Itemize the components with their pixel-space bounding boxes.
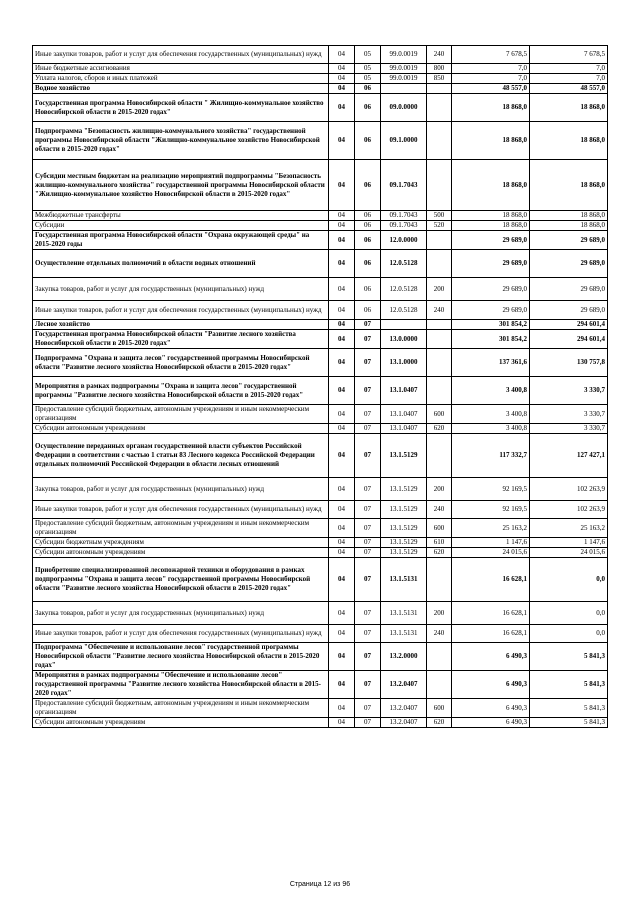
table-row xyxy=(33,320,608,330)
cell-amount-1: 301 854,2 xyxy=(452,320,530,330)
cell-amount-2: 3 330,7 xyxy=(530,405,608,424)
table-row xyxy=(33,46,608,64)
cell-subsection: 07 xyxy=(355,405,381,424)
cell-expense-type xyxy=(427,377,452,405)
cell-amount-2: 29 689,0 xyxy=(530,231,608,250)
cell-amount-2: 3 330,7 xyxy=(530,424,608,434)
cell-amount-2: 5 841,3 xyxy=(530,643,608,671)
cell-section: 04 xyxy=(329,602,355,625)
table-row xyxy=(33,424,608,434)
cell-amount-2: 130 757,8 xyxy=(530,349,608,377)
cell-subsection: 06 xyxy=(355,160,381,211)
table-row xyxy=(33,602,608,625)
cell-subsection: 07 xyxy=(355,718,381,728)
cell-section: 04 xyxy=(329,231,355,250)
cell-expense-type: 200 xyxy=(427,602,452,625)
cell-amount-1: 25 163,2 xyxy=(452,519,530,538)
cell-amount-2: 5 841,3 xyxy=(530,671,608,699)
cell-target-article: 13.1.5131 xyxy=(381,625,427,643)
cell-amount-1: 3 400,8 xyxy=(452,377,530,405)
cell-target-article xyxy=(381,320,427,330)
cell-target-article: 13.0.0000 xyxy=(381,330,427,349)
cell-section: 04 xyxy=(329,46,355,64)
cell-section: 04 xyxy=(329,478,355,501)
cell-section: 04 xyxy=(329,84,355,94)
cell-name: Иные бюджетные ассигнования xyxy=(33,64,329,74)
cell-target-article: 13.1.5129 xyxy=(381,519,427,538)
cell-name: Закупка товаров, работ и услуг для государственных (муниципальных) нужд xyxy=(33,478,329,501)
cell-amount-2: 0,0 xyxy=(530,602,608,625)
cell-amount-1: 16 628,1 xyxy=(452,558,530,602)
cell-amount-2: 5 841,3 xyxy=(530,699,608,718)
cell-section: 04 xyxy=(329,250,355,278)
table-row xyxy=(33,64,608,74)
cell-target-article: 13.1.5131 xyxy=(381,602,427,625)
cell-amount-2: 48 557,0 xyxy=(530,84,608,94)
cell-target-article: 13.1.0407 xyxy=(381,405,427,424)
cell-amount-1: 301 854,2 xyxy=(452,330,530,349)
cell-target-article: 99.0.0019 xyxy=(381,46,427,64)
table-row xyxy=(33,434,608,478)
cell-target-article: 13.2.0407 xyxy=(381,699,427,718)
cell-subsection: 07 xyxy=(355,377,381,405)
cell-amount-2: 29 689,0 xyxy=(530,250,608,278)
cell-expense-type: 240 xyxy=(427,46,452,64)
cell-amount-2: 102 263,9 xyxy=(530,501,608,519)
cell-amount-2: 5 841,3 xyxy=(530,718,608,728)
cell-target-article: 13.1.5129 xyxy=(381,538,427,548)
cell-target-article: 09.1.0000 xyxy=(381,122,427,160)
budget-table xyxy=(32,45,608,728)
cell-subsection: 06 xyxy=(355,94,381,122)
cell-name: Подпрограмма "Безопасность жилищно-коммунального хозяйства" государственной программы Новосибирской области "Жилищно-коммунальное хозяйство Новосибирской области в 2015-2020 годах" xyxy=(33,122,329,160)
table-row xyxy=(33,74,608,84)
table-body xyxy=(33,46,608,728)
cell-expense-type: 850 xyxy=(427,74,452,84)
cell-subsection: 06 xyxy=(355,231,381,250)
cell-amount-1: 6 490,3 xyxy=(452,699,530,718)
cell-name: Государственная программа Новосибирской области "Охрана окружающей среды" на 2015-2020 годы xyxy=(33,231,329,250)
cell-section: 04 xyxy=(329,671,355,699)
table-row xyxy=(33,377,608,405)
cell-amount-1: 7,0 xyxy=(452,74,530,84)
cell-name: Субсидии автономным учреждениям xyxy=(33,718,329,728)
cell-target-article: 09.1.7043 xyxy=(381,211,427,221)
cell-subsection: 06 xyxy=(355,221,381,231)
cell-section: 04 xyxy=(329,377,355,405)
cell-expense-type: 200 xyxy=(427,278,452,301)
cell-name: Уплата налогов, сборов и иных платежей xyxy=(33,74,329,84)
cell-subsection: 07 xyxy=(355,478,381,501)
cell-name: Государственная программа Новосибирской области "Развитие лесного хозяйства Новосибирской области в 2015-2020 годах" xyxy=(33,330,329,349)
table-row xyxy=(33,278,608,301)
cell-section: 04 xyxy=(329,74,355,84)
cell-name: Субсидии xyxy=(33,221,329,231)
cell-amount-2: 24 015,6 xyxy=(530,548,608,558)
cell-expense-type xyxy=(427,94,452,122)
cell-amount-2: 29 689,0 xyxy=(530,278,608,301)
cell-amount-1: 92 169,5 xyxy=(452,478,530,501)
cell-amount-1: 18 868,0 xyxy=(452,94,530,122)
cell-section: 04 xyxy=(329,320,355,330)
cell-name: Осуществление отдельных полномочий в области водных отношений xyxy=(33,250,329,278)
cell-name: Предоставление субсидий бюджетным, автономным учреждениям и иным некоммерческим организациям xyxy=(33,699,329,718)
cell-amount-2: 18 868,0 xyxy=(530,211,608,221)
cell-expense-type: 800 xyxy=(427,64,452,74)
cell-name: Межбюджетные трансферты xyxy=(33,211,329,221)
cell-subsection: 06 xyxy=(355,84,381,94)
cell-amount-1: 16 628,1 xyxy=(452,602,530,625)
cell-subsection: 07 xyxy=(355,349,381,377)
cell-name: Иные закупки товаров, работ и услуг для обеспечения государственных (муниципальных) нужд xyxy=(33,501,329,519)
cell-subsection: 06 xyxy=(355,250,381,278)
table-row xyxy=(33,231,608,250)
cell-section: 04 xyxy=(329,211,355,221)
cell-expense-type xyxy=(427,122,452,160)
cell-amount-1: 92 169,5 xyxy=(452,501,530,519)
cell-section: 04 xyxy=(329,538,355,548)
cell-amount-1: 1 147,6 xyxy=(452,538,530,548)
cell-amount-1: 7 678,5 xyxy=(452,46,530,64)
table-row xyxy=(33,519,608,538)
cell-amount-1: 137 361,6 xyxy=(452,349,530,377)
cell-amount-1: 29 689,0 xyxy=(452,250,530,278)
cell-name: Подпрограмма "Обеспечение и использование лесов" государственной программы Новосибирской области "Развитие лесного хозяйства Новосибирской области в 2015-2020 годах" xyxy=(33,643,329,671)
cell-name: Субсидии бюджетным учреждениям xyxy=(33,538,329,548)
cell-section: 04 xyxy=(329,349,355,377)
cell-expense-type: 600 xyxy=(427,519,452,538)
cell-name: Предоставление субсидий бюджетным, автономным учреждениям и иным некоммерческим организациям xyxy=(33,405,329,424)
cell-subsection: 07 xyxy=(355,424,381,434)
cell-section: 04 xyxy=(329,699,355,718)
cell-subsection: 06 xyxy=(355,301,381,320)
table-row xyxy=(33,558,608,602)
cell-section: 04 xyxy=(329,122,355,160)
cell-expense-type: 240 xyxy=(427,301,452,320)
cell-section: 04 xyxy=(329,643,355,671)
cell-section: 04 xyxy=(329,625,355,643)
cell-target-article: 99.0.0019 xyxy=(381,74,427,84)
cell-subsection: 07 xyxy=(355,625,381,643)
cell-target-article: 12.0.5128 xyxy=(381,250,427,278)
table-row xyxy=(33,671,608,699)
table-row xyxy=(33,94,608,122)
cell-subsection: 06 xyxy=(355,278,381,301)
cell-expense-type: 600 xyxy=(427,405,452,424)
cell-target-article: 13.1.0407 xyxy=(381,377,427,405)
table-row xyxy=(33,330,608,349)
cell-name: Субсидии автономным учреждениям xyxy=(33,548,329,558)
cell-name: Мероприятия в рамках подпрограммы "Охрана и защита лесов" государственной программы "Развитие лесного хозяйства Новосибирской области в 2015-2020 годах" xyxy=(33,377,329,405)
cell-amount-2: 0,0 xyxy=(530,625,608,643)
table-row xyxy=(33,250,608,278)
cell-section: 04 xyxy=(329,434,355,478)
cell-target-article: 13.1.5131 xyxy=(381,558,427,602)
cell-amount-2: 18 868,0 xyxy=(530,122,608,160)
cell-name: Субсидии автономным учреждениям xyxy=(33,424,329,434)
cell-section: 04 xyxy=(329,548,355,558)
table-row xyxy=(33,221,608,231)
cell-subsection: 06 xyxy=(355,122,381,160)
cell-amount-2: 0,0 xyxy=(530,558,608,602)
cell-name: Закупка товаров, работ и услуг для государственных (муниципальных) нужд xyxy=(33,602,329,625)
cell-amount-2: 18 868,0 xyxy=(530,94,608,122)
table-row xyxy=(33,718,608,728)
cell-subsection: 05 xyxy=(355,46,381,64)
cell-amount-2: 1 147,6 xyxy=(530,538,608,548)
cell-subsection: 07 xyxy=(355,602,381,625)
cell-amount-1: 6 490,3 xyxy=(452,718,530,728)
cell-amount-1: 3 400,8 xyxy=(452,405,530,424)
cell-expense-type: 240 xyxy=(427,625,452,643)
cell-section: 04 xyxy=(329,519,355,538)
cell-amount-1: 117 332,7 xyxy=(452,434,530,478)
cell-amount-1: 18 868,0 xyxy=(452,211,530,221)
cell-expense-type xyxy=(427,349,452,377)
cell-amount-1: 29 689,0 xyxy=(452,231,530,250)
table-row xyxy=(33,643,608,671)
cell-amount-2: 7 678,5 xyxy=(530,46,608,64)
cell-target-article: 13.2.0407 xyxy=(381,671,427,699)
cell-name: Предоставление субсидий бюджетным, автономным учреждениям и иным некоммерческим организациям xyxy=(33,519,329,538)
cell-subsection: 07 xyxy=(355,671,381,699)
cell-section: 04 xyxy=(329,330,355,349)
table-row xyxy=(33,478,608,501)
cell-name: Лесное хозяйство xyxy=(33,320,329,330)
cell-name: Иные закупки товаров, работ и услуг для обеспечения государственных (муниципальных) нужд xyxy=(33,301,329,320)
table-row xyxy=(33,405,608,424)
cell-name: Осуществление переданных органам государственной власти субъектов Российской Федерации в соответствии с частью 1 статьи 83 Лесного кодекса Российской Федерации отдельных полномочий Российской Федерации в области лесных отношений xyxy=(33,434,329,478)
cell-name: Приобретение специализированной лесопожарной техники и оборудования в рамках подпрограммы "Охрана и защита лесов" государственной программы Новосибирской области "Развитие лесного хозяйства Новосибирской области в 2015-2020 годах" xyxy=(33,558,329,602)
cell-subsection: 07 xyxy=(355,558,381,602)
cell-amount-1: 48 557,0 xyxy=(452,84,530,94)
cell-expense-type xyxy=(427,231,452,250)
cell-section: 04 xyxy=(329,160,355,211)
cell-target-article: 13.1.5129 xyxy=(381,548,427,558)
cell-expense-type: 620 xyxy=(427,424,452,434)
cell-expense-type: 520 xyxy=(427,221,452,231)
cell-target-article: 13.1.5129 xyxy=(381,434,427,478)
cell-target-article: 09.1.7043 xyxy=(381,221,427,231)
cell-expense-type xyxy=(427,250,452,278)
cell-target-article: 12.0.5128 xyxy=(381,278,427,301)
table-row xyxy=(33,84,608,94)
cell-subsection: 07 xyxy=(355,699,381,718)
cell-expense-type: 500 xyxy=(427,211,452,221)
cell-target-article: 12.0.5128 xyxy=(381,301,427,320)
table-row xyxy=(33,548,608,558)
cell-section: 04 xyxy=(329,558,355,602)
cell-section: 04 xyxy=(329,221,355,231)
cell-section: 04 xyxy=(329,301,355,320)
cell-amount-2: 25 163,2 xyxy=(530,519,608,538)
cell-amount-1: 16 628,1 xyxy=(452,625,530,643)
cell-section: 04 xyxy=(329,278,355,301)
table-row xyxy=(33,301,608,320)
cell-target-article: 12.0.0000 xyxy=(381,231,427,250)
cell-amount-2: 18 868,0 xyxy=(530,160,608,211)
cell-subsection: 07 xyxy=(355,519,381,538)
cell-amount-2: 102 263,9 xyxy=(530,478,608,501)
cell-expense-type xyxy=(427,330,452,349)
cell-expense-type: 200 xyxy=(427,478,452,501)
cell-amount-1: 6 490,3 xyxy=(452,643,530,671)
cell-subsection: 07 xyxy=(355,320,381,330)
cell-subsection: 05 xyxy=(355,74,381,84)
cell-amount-2: 29 689,0 xyxy=(530,301,608,320)
cell-section: 04 xyxy=(329,718,355,728)
cell-section: 04 xyxy=(329,64,355,74)
cell-target-article: 99.0.0019 xyxy=(381,64,427,74)
cell-target-article xyxy=(381,84,427,94)
cell-amount-1: 18 868,0 xyxy=(452,122,530,160)
cell-subsection: 05 xyxy=(355,64,381,74)
table-row xyxy=(33,501,608,519)
table-row xyxy=(33,160,608,211)
cell-expense-type: 620 xyxy=(427,548,452,558)
cell-amount-2: 294 601,4 xyxy=(530,330,608,349)
cell-target-article: 13.1.5129 xyxy=(381,501,427,519)
cell-amount-1: 29 689,0 xyxy=(452,278,530,301)
cell-amount-1: 3 400,8 xyxy=(452,424,530,434)
table-row xyxy=(33,538,608,548)
cell-amount-2: 294 601,4 xyxy=(530,320,608,330)
cell-amount-1: 6 490,3 xyxy=(452,671,530,699)
cell-amount-1: 18 868,0 xyxy=(452,160,530,211)
cell-amount-2: 7,0 xyxy=(530,64,608,74)
cell-expense-type xyxy=(427,160,452,211)
cell-section: 04 xyxy=(329,405,355,424)
cell-subsection: 07 xyxy=(355,434,381,478)
cell-subsection: 07 xyxy=(355,538,381,548)
cell-target-article: 13.1.5129 xyxy=(381,478,427,501)
cell-target-article: 13.1.0000 xyxy=(381,349,427,377)
cell-subsection: 07 xyxy=(355,548,381,558)
cell-section: 04 xyxy=(329,94,355,122)
table-row xyxy=(33,122,608,160)
cell-amount-1: 7,0 xyxy=(452,64,530,74)
cell-expense-type: 620 xyxy=(427,718,452,728)
cell-expense-type xyxy=(427,434,452,478)
cell-name: Государственная программа Новосибирской области " Жилищно-коммунальное хозяйство Новосибирской области в 2015-2020 годах" xyxy=(33,94,329,122)
cell-amount-1: 18 868,0 xyxy=(452,221,530,231)
cell-expense-type xyxy=(427,84,452,94)
cell-section: 04 xyxy=(329,501,355,519)
cell-target-article: 13.2.0407 xyxy=(381,718,427,728)
cell-name: Субсидии местным бюджетам на реализацию мероприятий подпрограммы "Безопасность жилищно-коммунального хозяйства" государственной программы Новосибирской области "Жилищно-коммунальное хозяйство Новосибирской области в 2015-2020 годах" xyxy=(33,160,329,211)
cell-target-article: 09.0.0000 xyxy=(381,94,427,122)
cell-section: 04 xyxy=(329,424,355,434)
table-row xyxy=(33,349,608,377)
cell-target-article: 09.1.7043 xyxy=(381,160,427,211)
cell-name: Закупка товаров, работ и услуг для государственных (муниципальных) нужд xyxy=(33,278,329,301)
cell-subsection: 07 xyxy=(355,501,381,519)
cell-expense-type: 600 xyxy=(427,699,452,718)
cell-target-article: 13.1.0407 xyxy=(381,424,427,434)
cell-amount-2: 18 868,0 xyxy=(530,221,608,231)
cell-expense-type: 240 xyxy=(427,501,452,519)
cell-target-article: 13.2.0000 xyxy=(381,643,427,671)
cell-amount-2: 127 427,1 xyxy=(530,434,608,478)
cell-amount-1: 24 015,6 xyxy=(452,548,530,558)
cell-subsection: 07 xyxy=(355,330,381,349)
cell-name: Подпрограмма "Охрана и защита лесов" государственной программы Новосибирской области "Развитие лесного хозяйства Новосибирской области в 2015-2020 годах" xyxy=(33,349,329,377)
table-row xyxy=(33,211,608,221)
cell-expense-type xyxy=(427,558,452,602)
cell-expense-type: 610 xyxy=(427,538,452,548)
cell-subsection: 07 xyxy=(355,643,381,671)
cell-subsection: 06 xyxy=(355,211,381,221)
cell-expense-type xyxy=(427,320,452,330)
cell-amount-1: 29 689,0 xyxy=(452,301,530,320)
page-number: Страница 12 из 96 xyxy=(289,881,351,888)
cell-expense-type xyxy=(427,643,452,671)
cell-expense-type xyxy=(427,671,452,699)
cell-amount-2: 3 330,7 xyxy=(530,377,608,405)
cell-name: Мероприятия в рамках подпрограммы "Обеспечение и использование лесов" государственной программы "Развитие лесного хозяйства Новосибирской области в 2015-2020 годах" xyxy=(33,671,329,699)
cell-name: Водное хозяйство xyxy=(33,84,329,94)
cell-name: Иные закупки товаров, работ и услуг для обеспечения государственных (муниципальных) нужд xyxy=(33,46,329,64)
cell-name: Иные закупки товаров, работ и услуг для обеспечения государственных (муниципальных) нужд xyxy=(33,625,329,643)
cell-amount-2: 7,0 xyxy=(530,74,608,84)
table-row xyxy=(33,625,608,643)
table-row xyxy=(33,699,608,718)
